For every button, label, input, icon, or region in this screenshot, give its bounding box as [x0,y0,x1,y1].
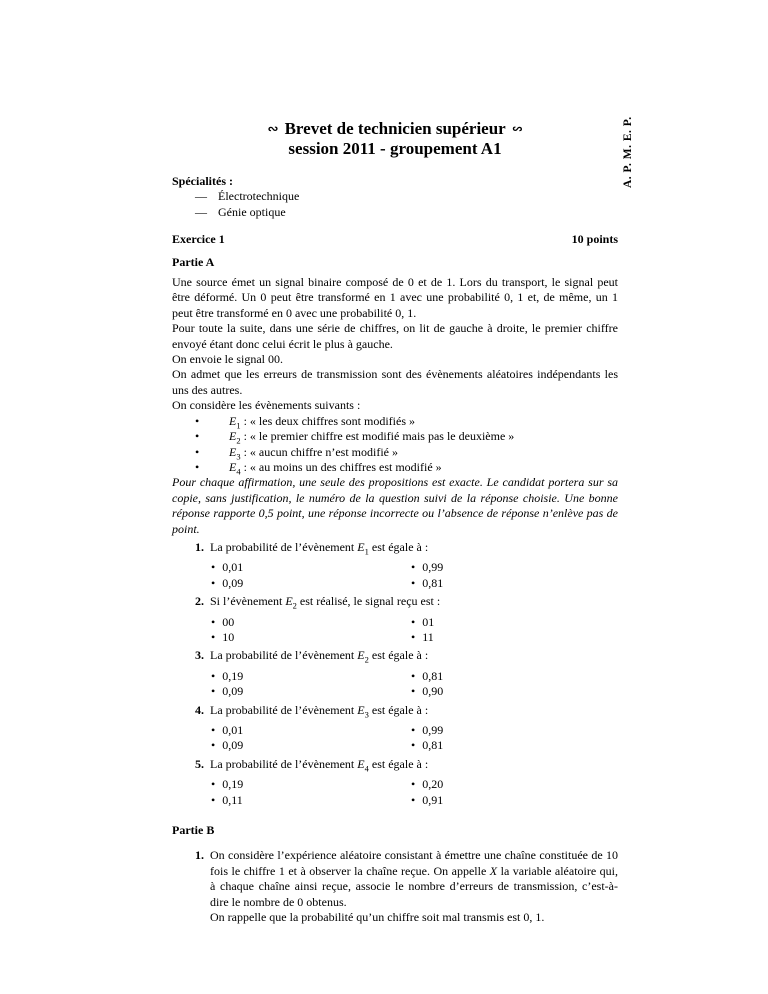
event-item [172,429,618,444]
bullet-icon: • [411,723,416,737]
exercice-header [172,232,618,247]
partie-b-heading: Partie B [172,823,215,838]
variable-x: X [489,863,498,878]
bullet-icon: • [411,738,416,753]
event-text: : « aucun chiffre n’est modifié » [240,444,398,459]
paragraph: On admet que les erreurs de transmission sont des évènements aléatoires indépendants les uns des autres. [172,367,618,397]
answer-value: 0,19 [222,668,244,683]
bullet-icon: • [211,629,216,644]
event-subscript: 2 [236,435,241,446]
answer-value: 0,20 [422,777,444,792]
answers-grid [172,615,618,646]
answer-item [411,793,443,808]
answer-item [211,723,411,738]
bullet-icon: • [411,668,416,683]
answer-item [411,777,443,792]
title-line-2: session 2011 - groupement A1 [288,139,502,158]
answer-value: 0,01 [222,560,244,575]
question-after: est égale à : [368,648,429,663]
question-after: est égale à : [368,756,429,771]
bullet-icon: • [211,668,216,683]
specialite-item [172,189,618,204]
event-item [172,460,618,475]
question-number: 5. [195,756,204,771]
question-number: 3. [195,648,204,663]
paragraph: Une source émet un signal binaire composé de 0 et de 1. Lors du transport, le signal peut être déformé. Un 0 peut être transformé en 1 avec une probabilité 0, 1 et, de même, un 1 peut être transformé en 0 avec une probabilité 0, 1. [172,275,618,320]
answer-item [411,630,434,645]
answer-value: 0,09 [222,684,244,699]
apmep-watermark: A. P. M. E. P. [622,116,634,188]
question-before: Si l’évènement [210,594,286,609]
bullet-icon: • [195,444,200,459]
event-name: E [357,756,365,771]
question-after: est réalisé, le signal reçu est : [296,594,441,609]
question-text [172,594,618,609]
question [172,703,618,754]
bullet-icon: • [195,413,200,428]
question [172,540,618,591]
question-text [172,757,618,772]
event-subscript: 1 [236,420,241,431]
question-number: 2. [195,594,204,609]
item-number: 1. [195,848,204,863]
question-after: est égale à : [368,539,429,554]
partie-a-heading: Partie A [172,254,215,269]
question [172,594,618,645]
event-text: : « les deux chiffres sont modifiés » [240,413,416,428]
answer-value: 10 [222,629,235,644]
event-text: : « au moins un des chiffres est modifié » [240,459,442,474]
answers-grid [172,560,618,591]
answer-value: 11 [422,629,434,644]
bullet-icon: • [411,560,416,575]
event-text: : « le premier chiffre est modifié mais pas le deuxième » [240,429,515,444]
answer-value: 0,11 [222,792,243,807]
question-number: 4. [195,702,204,717]
question-before: La probabilité de l’évènement [210,539,358,554]
event-subscript: 1 [364,546,369,557]
question-number: 1. [195,539,204,554]
events-list [172,414,618,476]
title-line-1 [172,119,618,139]
answers-column-left [211,615,411,646]
answers-column-left [211,723,411,754]
answer-value: 0,90 [422,684,444,699]
answer-value: 0,81 [422,738,444,753]
event-name: E [285,594,293,609]
answer-item [211,793,411,808]
answer-item [411,723,443,738]
question-after: est égale à : [368,702,429,717]
instructions-paragraph: Pour chaque affirmation, une seule des propositions est exacte. Le candidat portera sur sa copie, sans justification, le numéro de la question suivi de la réponse choisie. Une bonne réponse rapporte 0,5 point, une réponse incorrecte ou l’absence de réponse n’enlève pas de point. [172,475,618,536]
event-subscript: 3 [364,708,369,719]
answer-value: 0,19 [222,777,244,792]
event-name: E [357,648,365,663]
answer-item [211,669,411,684]
ornament-left-icon: ∾ [267,122,279,137]
answer-value: 00 [222,614,235,629]
answer-item [411,684,443,699]
event-name: E [229,429,237,444]
answers-column-right [411,777,443,808]
answer-item [211,630,411,645]
question-text [172,648,618,663]
answers-column-left [211,560,411,591]
question-before: La probabilité de l’évènement [210,648,358,663]
bullet-icon: • [211,684,216,699]
answer-item [211,615,411,630]
answer-item [411,560,443,575]
answer-item [211,560,411,575]
answer-item [211,777,411,792]
paragraph: Pour toute la suite, dans une série de chiffres, on lit de gauche à droite, le premier chiffre envoyé étant donc celui écrit le plus à gauche. [172,321,618,351]
bullet-icon: • [195,459,200,474]
answer-item [211,576,411,591]
question-text [172,540,618,555]
answer-item [211,738,411,753]
bullet-icon: • [411,792,416,807]
bullet-icon: • [411,629,416,644]
question [172,648,618,699]
answer-item [411,669,443,684]
bullet-icon: • [211,723,216,737]
bullet-icon: • [211,614,216,629]
event-item [172,445,618,460]
answer-value: 0,91 [422,792,444,807]
document-title [172,119,618,158]
bullet-icon: • [211,777,216,792]
bullet-icon: • [211,738,216,753]
answer-value: 0,09 [222,738,244,753]
dash-icon: — [195,204,207,219]
event-subscript: 4 [364,763,369,774]
bullet-icon: • [211,560,216,575]
specialite-text: Génie optique [218,204,286,219]
question-before: La probabilité de l’évènement [210,756,358,771]
answer-value: 0,09 [222,575,244,590]
event-subscript: 2 [292,600,297,611]
event-name: E [229,444,237,459]
question [172,757,618,808]
points-label: 10 points [571,232,618,247]
answers-grid [172,723,618,754]
bullet-icon: • [195,429,200,444]
answer-value: 0,99 [422,560,444,575]
answer-item [211,684,411,699]
dash-icon: — [195,189,207,204]
event-name: E [229,459,237,474]
answers-column-left [211,669,411,700]
bullet-icon: • [211,792,216,807]
event-subscript: 2 [364,654,369,665]
bullet-icon: • [411,575,416,590]
partie-b-text-before: On considère l’expérience aléatoire consistant à émettre une chaîne constituée de 10 fois le chiffre 1 et à observer la chaîne reçue. On appelle [210,848,618,878]
answers-column-right [411,560,443,591]
document-page [172,119,618,925]
event-name: E [229,413,237,428]
title-text-1: Brevet de technicien supérieur [284,119,506,138]
answer-item [411,576,443,591]
answer-item [411,615,434,630]
paragraph: On considère les évènements suivants : [172,398,361,413]
partie-b-text-after: la variable aléatoire qui, à chaque chaîne ainsi reçue, associe le nombre d’erreurs de transmission, c’est-à-dire le nombre de 0 obtenus. [210,863,618,909]
event-item [172,414,618,429]
partie-b-note: On rappelle que la probabilité qu’un chiffre soit mal transmis est 0, 1. [210,910,545,925]
exercice-label: Exercice 1 [172,232,225,247]
answers-column-right [411,723,443,754]
specialites-section [172,174,618,220]
answers-grid [172,669,618,700]
question-before: La probabilité de l’évènement [210,702,358,717]
ornament-right-icon: ∾ [511,122,523,137]
event-name: E [357,539,365,554]
question-text [172,703,618,718]
bullet-icon: • [411,684,416,699]
partie-b-item [172,848,618,925]
event-name: E [357,702,365,717]
answer-value: 0,01 [222,723,244,737]
bullet-icon: • [411,777,416,792]
paragraph: On envoie le signal 00. [172,352,283,367]
answers-column-left [211,777,411,808]
specialite-item [172,205,618,220]
specialite-text: Électrotechnique [218,189,300,204]
answer-value: 0,99 [422,723,444,737]
specialites-label: Spécialités : [172,174,233,188]
bullet-icon: • [411,614,416,629]
answer-value: 0,81 [422,668,444,683]
event-subscript: 3 [236,450,241,461]
answer-value: 0,81 [422,575,444,590]
bullet-icon: • [211,575,216,590]
answers-grid [172,777,618,808]
answers-column-right [411,669,443,700]
answer-item [411,738,443,753]
answers-column-right [411,615,434,646]
answer-value: 01 [422,614,435,629]
event-subscript: 4 [236,466,241,477]
partie-a-body [172,275,618,808]
